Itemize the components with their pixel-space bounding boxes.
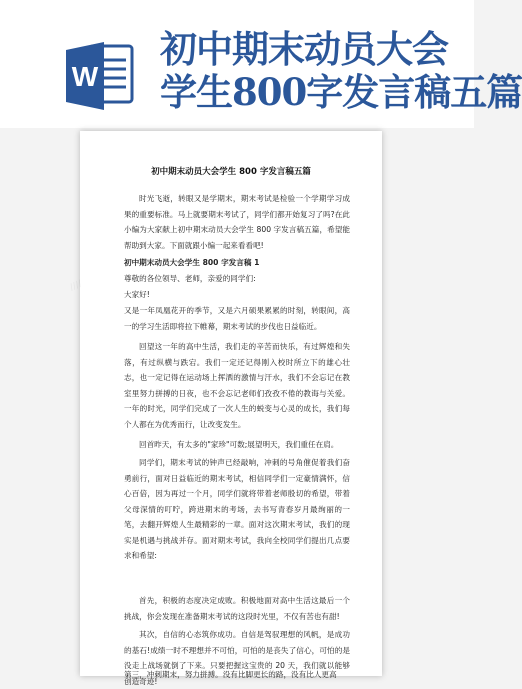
- word-document-icon: [60, 36, 140, 116]
- paragraph-4: 同学们，期末考试的钟声已经敲响，冲刺的号角催促着我们奋勇前行，面对日益临近的期末考试，相信同学们一定豪情满怀，信心百倍，因为再过一个月，同学们就将带着老师殷切的希望，带着父母深情的叮咛，跨进期末的考场，去书写青春岁月最绚丽的一笔，去翻开辉煌人生最精彩的一章。面对这次期末考试，我们的现实是机遇与挑战并存。面对期末考试，我向全校同学们提出几点要求和希望:: [124, 458, 350, 560]
- paragraph-1: 又是一年凤凰花开的季节，又是六月硕果累累的时刻，转眼间，高一的学习生活即将拉下帷幕，期末考试的步伐也日益临近。: [124, 306, 350, 331]
- document-title: 初中期末动员大会学生 800 字发言稿五篇: [151, 167, 311, 177]
- document-page: //// 初中期末动员大会学生 800 字发言稿五篇 时光飞逝，转眼又是学期末，期末考试是检验一个学期学习成果的重要标准。马上就要期末考试了，同学们都开始复习了吗?在此小编为大家献上初中期末动员大会学生 800 字发言稿五篇，希望能帮助到大家。下面就跟小编一起来看看吧! 初中期末动员大会学生 800 字发言稿 1 尊敬的各位领导、老师，亲爱的同学们: 大家好! 又是一年凤凰花开的季节，又是六月硕果累累的时刻，转眼间，高一的学习生活即将拉下帷幕，期末考试的步伐也日益临近。 回望这一年的高中生活，我们走的辛苦而快乐，有过辉煌和失落，有过纵横与跌宕。我们一定还记得刚入校时所立下的雄心壮志，也一定记得在运动场上挥洒的激情与汗水，我们不会忘记在教室里努力拼搏的日夜，也不会忘记老师们孜孜不倦的教诲与关爱。一年的时光，同学们完成了一次人生的蜕变与心灵的成长，我们每个人都在为优秀而行，让改变发生。 回首昨天，有太多的"家珍"可数;展望明天，我们重任在肩。 同学们，期末考试的钟声已经敲响，冲刺的号角催促着我们奋勇前行，面对日益临近的期末考试，相信同学们一定豪情满怀，信心百倍，因为再过一个月，同学们就将带着老师殷切的希望，带着父母深情的叮咛，跨进期末的考场，去书写青春岁月最绚丽的一笔，去翻开辉煌人生最精彩的一章。面对这次期末考试，我们的现实是机遇与挑战并存。面对期末考试，我向全校同学们提出几点要求和希望: 首先，积极的态度决定成败。积极地面对高中生活这最后一个挑战，你会发现在准备期末考试的这段时光里，不仅有苦也有甜! 其次，自信的心态筑你成功。自信是驾驭理想的风帆，是成功的基石!成绩一时不理想并不可怕，可怕的是丧失了信心，可怕的是没走上战场就倒了下来。只要把握这宝贵的 20 天，我们就以能够创造奇迹! 第三，冲刺期末，努力拼搏。没有比脚更长的路，没有比人更高: [80, 131, 382, 676]
- banner-title-line-2: 学生800字发言稿五篇: [160, 70, 522, 114]
- greeting: 大家好!: [124, 290, 150, 299]
- banner: [0, 0, 522, 128]
- paragraph-3: 回首昨天，有太多的"家珍"可数;展望明天，我们重任在肩。: [139, 440, 339, 449]
- word-logo-letter: W: [71, 61, 99, 92]
- salutation: 尊敬的各位领导、老师，亲爱的同学们:: [124, 274, 256, 283]
- paragraph-7: 第三，冲刺期末，努力拼搏。没有比脚更长的路，没有比人更高: [124, 670, 337, 679]
- paragraph-2: 回望这一年的高中生活，我们走的辛苦而快乐，有过辉煌和失落，有过纵横与跌宕。我们一定还记得刚入校时所立下的雄心壮志，也一定记得在运动场上挥洒的激情与汗水，我们不会忘记在教室里努力拼搏的日夜，也不会忘记老师们孜孜不倦的教诲与关爱。一年的时光，同学们完成了一次人生的蜕变与心灵的成长，我们每个人都在为优秀而行，让改变发生。: [124, 342, 350, 429]
- banner-title: [160, 27, 522, 114]
- intro-paragraph: 时光飞逝，转眼又是学期末，期末考试是检验一个学期学习成果的重要标准。马上就要期末考试了，同学们都开始复习了吗?在此小编为大家献上初中期末动员大会学生 800 字发言稿五篇，希望能帮助到大家。下面就跟小编一起来看看吧!: [124, 194, 350, 250]
- banner-title-line-1: 初中期末动员大会: [160, 27, 448, 71]
- section-subtitle: 初中期末动员大会学生 800 字发言稿 1: [124, 258, 260, 267]
- paragraph-6: 其次，自信的心态筑你成功。自信是驾驭理想的风帆，是成功的基石!成绩一时不理想并不可怕，可怕的是丧失了信心，可怕的是没走上战场就倒了下来。只要把握这宝贵的 20 天，我们就以能够创造奇迹!: [124, 630, 350, 686]
- paragraph-5: 首先，积极的态度决定成败。积极地面对高中生活这最后一个挑战，你会发现在准备期末考试的这段时光里，不仅有苦也有甜!: [124, 596, 350, 621]
